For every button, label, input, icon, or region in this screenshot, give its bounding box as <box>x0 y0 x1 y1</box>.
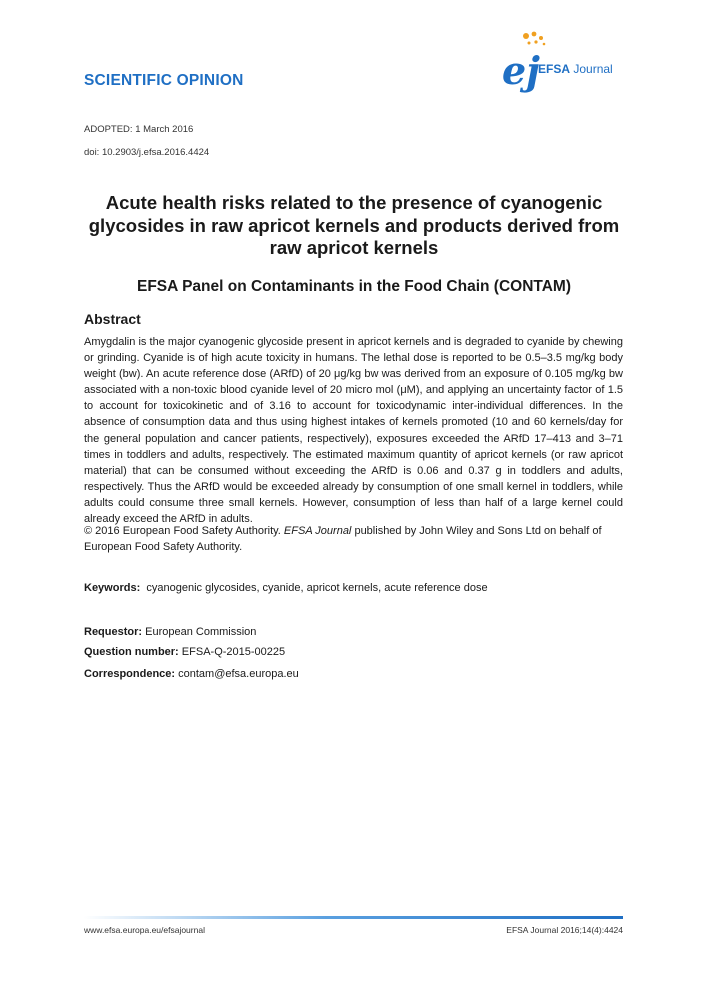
abstract-text: Amygdalin is the major cyanogenic glycoside present in apricot kernels and is degraded to cyanide by chewing or grinding. Cyanide is of high acute toxicity in humans. The lethal dose is reported to be 0.5–3.5 mg/kg body weight (bw). An acute reference dose (ARfD) of 20 μg/kg bw was derived from an exposure of 0.105 mg/kg bw associated with a non-toxic blood cyanide level of 20 micro mol (μM), and applying an uncertainty factor of 1.5 to account for toxicokinetic and of 3.16 to account for toxicodynamic inter-individual differences. In the absence of consumption data and thus using highest intakes of kernels promoted (10 and 60 kernels/day for the general population and cancer patients, respectively), exposures exceeded the ARfD 17–413 and 3–71 times in toddlers and adults, respectively. The estimated maximum quantity of apricot kernels (or raw apricot material) that can be consumed without exceeding the ARfD is 0.06 and 0.37 g in toddlers and adults, respectively. Thus the ARfD would be exceeded already by consumption of one small kernel in toddlers, while adults could consume three small kernels. However, consumption of less than half of a large kernel could already exceed the ARfD in adults. <box>84 336 623 526</box>
section-label: SCIENTIFIC OPINION <box>84 72 244 89</box>
panel-name: EFSA Panel on Contaminants in the Food Chain (CONTAM) <box>137 278 571 295</box>
paper-title: Acute health risks related to the presence of cyanogenic glycosides in raw apricot kernels and products derived from raw apricot kernels <box>88 192 620 258</box>
correspondence: Correspondence: contam@efsa.europa.eu <box>84 668 299 680</box>
keywords <box>84 582 488 594</box>
requestor: Requestor: European Commission <box>84 626 257 638</box>
adopted-date: ADOPTED: 1 March 2016 <box>84 124 194 135</box>
keywords-value: cyanogenic glycosides, cyanide, apricot kernels, acute reference dose <box>146 582 488 594</box>
correspondence-email[interactable]: contam@efsa.europa.eu <box>178 668 299 680</box>
footer-url[interactable]: www.efsa.europa.eu/efsajournal <box>84 925 205 935</box>
question-number: Question number: EFSA-Q-2015-00225 <box>84 646 286 658</box>
abstract-heading: Abstract <box>84 311 141 327</box>
copyright-notice: © 2016 European Food Safety Authority. EFSA Journal published by John Wiley and Sons Ltd on behalf of European Food Safety Authority. <box>84 525 602 554</box>
keywords-label: Keywords: <box>84 582 141 594</box>
footer-divider <box>84 916 623 919</box>
logo-monogram: ej <box>502 48 540 93</box>
doi[interactable]: doi: 10.2903/j.efsa.2016.4424 <box>84 147 210 158</box>
footer-citation: EFSA Journal 2016;14(4):4424 <box>506 925 623 935</box>
efsa-journal-logo[interactable] <box>498 28 630 98</box>
logo-wordmark: EFSA Journal <box>538 62 613 76</box>
